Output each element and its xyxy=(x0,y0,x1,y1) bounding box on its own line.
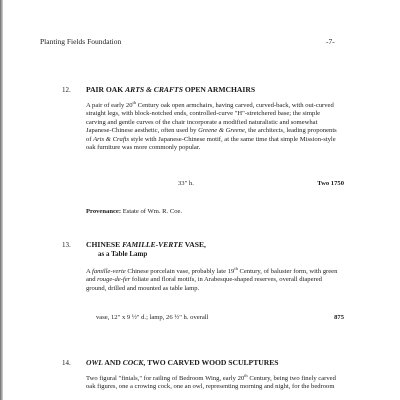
provenance-label: Provenance: xyxy=(86,208,122,215)
entry-estimate: 875 xyxy=(334,314,344,321)
entry-title: OWL AND COCK, TWO CARVED WOOD SCULPTURES xyxy=(86,358,279,367)
organization-name: Planting Fields Foundation xyxy=(40,37,122,46)
entry-title: CHINESE FAMILLE-VERTE VASE, xyxy=(86,240,206,249)
entry-dimensions: 33" h. xyxy=(178,180,194,187)
entry-provenance xyxy=(86,208,182,216)
entry-subtitle: as a Table Lamp xyxy=(98,250,148,258)
scan-edge xyxy=(0,0,3,400)
entry-number: 12. xyxy=(62,86,71,94)
entry-dimensions: vase, 12" x 9 ½" d.; lamp, 26 ½" h. overall xyxy=(96,314,209,321)
page-number: -7- xyxy=(326,37,335,46)
entry-estimate: Two 1750 xyxy=(317,180,344,187)
entry-number: 14. xyxy=(62,359,71,367)
provenance-value: Estate of Wm. R. Coe. xyxy=(122,208,183,215)
entry-description: Two figural "finials," for railing of Bedroom Wing, early 20th Century, being two finely carved oak figures, one a crowing cock, one an owl, representing morning and night, for the bedroom xyxy=(86,372,336,391)
entry-number: 13. xyxy=(62,241,71,249)
entry-description: A famille-verte Chinese porcelain vase, probably late 19th Century, of baluster form, with green and rouge-de-fer foliate and floral motifs, in Arabesque-shaped reserves, overall diapered ground, drilled and mounted as table lamp. xyxy=(86,265,338,292)
entry-title: PAIR OAK ARTS & CRAFTS OPEN ARMCHAIRS xyxy=(86,85,256,94)
entry-description: A pair of early 20th Century oak open armchairs, having carved, curved-back, with out-curved straight legs, with block-notched ends, controlled-curve "H"-stretchered base; the simple carving and gentle curves of the chair incorporate a modified naturalistic and somewhat Japanese-Chinese aesthetic, often used by Greene & Greene, the architects, leading proponents of Arts & Crafts style with Japanese-Chinese motif, at the same time that simple Mission-style oak furniture was more commonly popular. xyxy=(86,99,337,152)
